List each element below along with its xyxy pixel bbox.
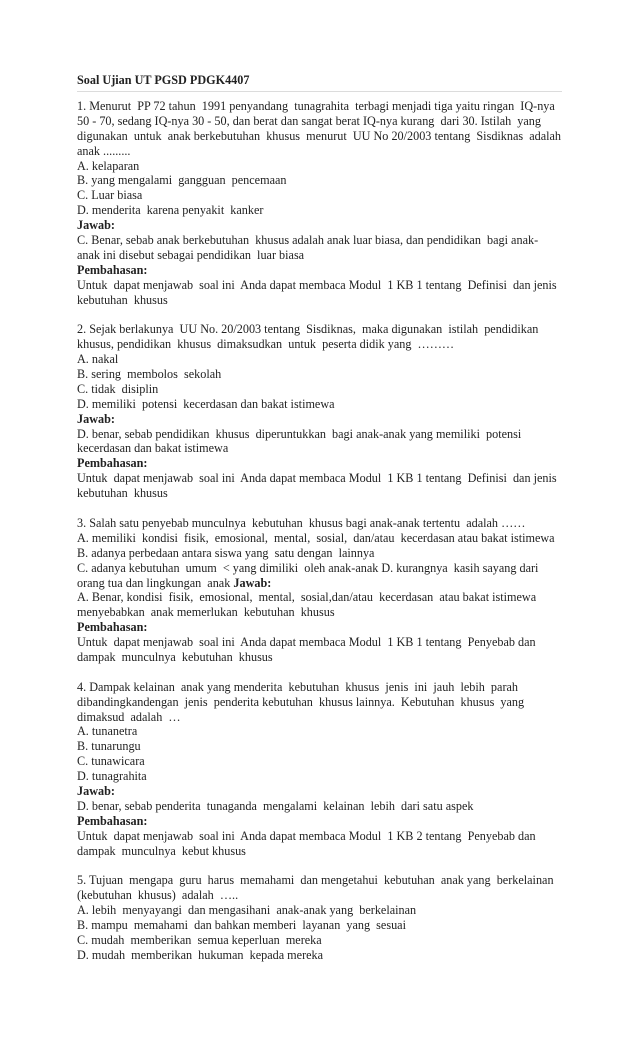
question-stem-line: 4. Dampak kelainan anak yang menderita kebutuhan khusus jenis ini jauh lebih parah (77, 679, 518, 694)
answer-label: Jawab: (77, 783, 115, 798)
option-d: D. menderita karena penyakit kanker (77, 203, 264, 218)
option-c-d-continued (77, 576, 562, 591)
answer-label-inline: Jawab: (233, 575, 272, 590)
answer-line: D. benar, sebab penderita tunaganda mengalami kelainan lebih dari satu aspek (77, 798, 474, 813)
answer-line: A. Benar, kondisi fisik, emosional, mental, sosial,dan/atau kecerdasan atau bakat istimewa (77, 590, 537, 605)
option-c-d: C. adanya kebutuhan umum < yang dimiliki oleh anak-anak D. kurangnya kasih sayang dari (77, 560, 539, 575)
option-c: C. Luar biasa (77, 188, 143, 203)
document-body (77, 99, 562, 978)
document-title: Soal Ujian UT PGSD PDGK4407 (77, 73, 250, 87)
option-a: A. kelaparan (77, 158, 140, 173)
question-1 (77, 99, 562, 307)
answer-line: D. benar, sebab pendidikan khusus diperuntukkan bagi anak-anak yang memiliki potensi (77, 426, 522, 441)
question-stem-line: 5. Tujuan mengapa guru harus memahami dan mengetahui kebutuhan anak yang berkelainan (77, 873, 554, 888)
option-c-d-tail: orang tua dan lingkungan anak (77, 575, 234, 590)
question-stem-line: dibandingkandengan jenis penderita kebutuhan khusus lainnya. Kebutuhan khusus yang (77, 694, 525, 709)
option-b: B. tunarungu (77, 739, 141, 754)
question-stem-line: dimaksud adalah … (77, 709, 181, 724)
discussion-label: Pembahasan: (77, 262, 148, 277)
option-c: C. mudah memberikan semua keperluan mereka (77, 932, 322, 947)
option-c: C. tidak disiplin (77, 381, 159, 396)
discussion-line: Untuk dapat menjawab soal ini Anda dapat membaca Modul 1 KB 1 tentang Penyebab dan (77, 635, 536, 650)
discussion-line: dampak munculnya kebutuhan khusus (77, 649, 273, 664)
question-stem-line: (kebutuhan khusus) adalah ….. (77, 888, 239, 903)
question-stem-line: khusus, pendidikan khusus dimaksudkan untuk peserta didik yang ……… (77, 337, 455, 352)
option-b: B. sering membolos sekolah (77, 367, 222, 382)
option-a: A. tunanetra (77, 724, 138, 739)
question-stem-line: 50 - 70, sedang IQ-nya 30 - 50, dan berat dan sangat berat IQ-nya kurang dari 30. Istilah yang (77, 113, 541, 128)
discussion-line: Untuk dapat menjawab soal ini Anda dapat membaca Modul 1 KB 1 tentang Definisi dan jenis (77, 277, 557, 292)
discussion-line: Untuk dapat menjawab soal ini Anda dapat membaca Modul 1 KB 2 tentang Penyebab dan (77, 828, 536, 843)
discussion-line: kebutuhan khusus (77, 292, 168, 307)
question-stem-line: 1. Menurut PP 72 tahun 1991 penyandang tunagrahita terbagi menjadi tiga yaitu ringan IQ-nya (77, 99, 555, 113)
discussion-line: Untuk dapat menjawab soal ini Anda dapat membaca Modul 1 KB 1 tentang Definisi dan jenis (77, 471, 557, 486)
title-divider (77, 91, 562, 92)
question-stem-line: digunakan untuk anak berkebutuhan khusus menurut UU No 20/2003 tentang Sisdiknas adalah (77, 128, 562, 143)
question-3 (77, 516, 562, 665)
question-5 (77, 873, 562, 962)
option-d: D. memiliki potensi kecerdasan dan bakat istimewa (77, 396, 335, 411)
option-b: B. yang mengalami gangguan pencemaan (77, 173, 287, 188)
discussion-label: Pembahasan: (77, 813, 148, 828)
answer-line: menyebabkan anak memerlukan kebutuhan khusus (77, 605, 335, 620)
option-d: D. tunagrahita (77, 769, 147, 784)
discussion-label: Pembahasan: (77, 456, 148, 471)
option-b: B. adanya perbedaan antara siswa yang satu dengan lainnya (77, 545, 375, 560)
answer-label: Jawab: (77, 411, 115, 426)
option-a: A. memiliki kondisi fisik, emosional, mental, sosial, dan/atau kecerdasan atau bakat istimewa (77, 530, 555, 545)
option-a: A. lebih menyayangi dan mengasihani anak-anak yang berkelainan (77, 903, 417, 918)
discussion-label: Pembahasan: (77, 620, 148, 635)
question-4 (77, 680, 562, 859)
answer-label: Jawab: (77, 218, 115, 233)
answer-line: C. Benar, sebab anak berkebutuhan khusus adalah anak luar biasa, dan pendidikan bagi anak- (77, 233, 539, 248)
answer-line: kecerdasan dan bakat istimewa (77, 441, 229, 456)
answer-line: anak ini disebut sebagai pendidikan luar biasa (77, 247, 305, 262)
option-c: C. tunawicara (77, 754, 145, 769)
question-stem-line: anak ......... (77, 143, 131, 158)
question-stem-line: 3. Salah satu penyebab munculnya kebutuhan khusus bagi anak-anak tertentu adalah …… (77, 515, 526, 530)
question-2 (77, 322, 562, 501)
option-a: A. nakal (77, 352, 119, 367)
discussion-line: kebutuhan khusus (77, 486, 168, 501)
option-b: B. mampu memahami dan bahkan memberi layanan yang sesuai (77, 917, 406, 932)
question-stem-line: 2. Sejak berlakunya UU No. 20/2003 tentang Sisdiknas, maka digunakan istilah pendidikan (77, 322, 539, 337)
option-d: D. mudah memberikan hukuman kepada mereka (77, 947, 324, 962)
discussion-line: dampak munculnya kebut khusus (77, 843, 246, 858)
